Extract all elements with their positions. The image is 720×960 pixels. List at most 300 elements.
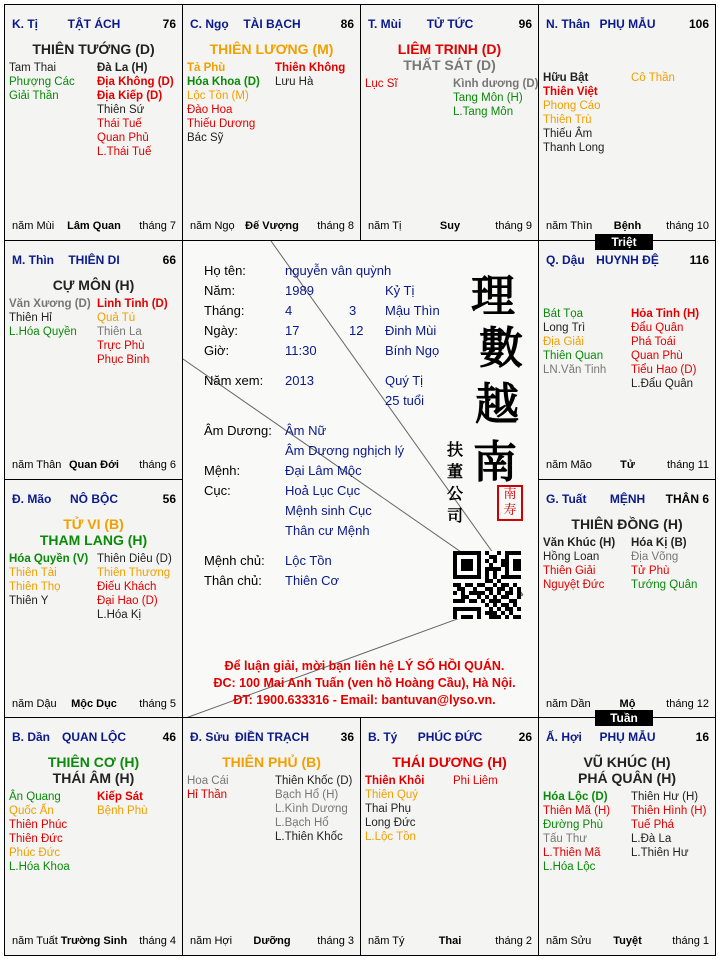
right-stars [631, 790, 706, 860]
cuc-note-1: Mệnh sinh Cục [285, 503, 372, 518]
star: L.Hóa Kị [97, 609, 142, 621]
qr-module [493, 615, 497, 619]
qr-module [465, 607, 469, 611]
palace-footer [546, 459, 709, 473]
tieu-han-year: năm Tý [368, 935, 405, 947]
main-star: THIÊN TƯỚNG (D) [32, 41, 155, 57]
star: Địa Võng [631, 551, 679, 563]
qr-module [505, 591, 509, 595]
star: Thiên Giải [543, 565, 596, 577]
star: Địa Kiếp (D) [97, 90, 163, 102]
qr-module [473, 607, 477, 611]
qr-module [505, 567, 509, 571]
trang-sinh: Dưỡng [253, 935, 291, 947]
right-stars [275, 774, 352, 844]
qr-module [485, 595, 489, 599]
qr-module [469, 599, 473, 603]
star: Thiên Hình (H) [631, 805, 707, 817]
qr-module [513, 567, 517, 571]
tieu-han-year: năm Ngọ [190, 220, 235, 232]
cuc-label: Cục: [204, 483, 231, 498]
star: L.Lộc Tồn [365, 831, 416, 843]
left-stars [187, 61, 260, 145]
qr-module [493, 599, 497, 603]
tieu-han-year: năm Dần [546, 698, 591, 710]
qr-module [465, 563, 469, 567]
star: Phúc Đức [9, 847, 61, 859]
than-chu-label: Thân chủ: [204, 573, 262, 588]
star: Hóa Kị (B) [631, 537, 687, 549]
right-stars [631, 71, 675, 85]
calligraphy-char-4: 南 [473, 437, 517, 488]
qr-module [465, 583, 469, 587]
qr-module [457, 551, 461, 555]
palace-age: 86 [340, 17, 354, 31]
main-star: LIÊM TRINH (D) [397, 41, 502, 57]
qr-module [453, 571, 457, 575]
qr-module [513, 615, 517, 619]
trang-sinh: Mộ [619, 698, 636, 710]
palace-tuat[interactable] [538, 479, 716, 719]
star: Long Đức [365, 817, 416, 829]
palace-mui[interactable] [360, 4, 539, 241]
palace-name: ĐIỀN TRẠCH [235, 730, 309, 744]
star: Tang Môn (H) [453, 92, 523, 104]
main-star: TỬ VI (B) [63, 516, 124, 532]
palace-position: K. Tị [12, 17, 38, 31]
qr-module [489, 599, 493, 603]
star: L.Hóa Lộc [543, 861, 596, 873]
star: Lưu Hà [275, 76, 314, 88]
star: Giải Thần [9, 90, 59, 102]
palace-position: Đ. Sửu [190, 730, 230, 744]
palace-age: 96 [518, 17, 532, 31]
star: Phục Binh [97, 354, 150, 366]
palace-header [190, 730, 354, 746]
gio-can-chi: Bính Ngọ [385, 343, 440, 358]
main-star: THAM LANG (H) [39, 532, 148, 548]
star: Văn Khúc (H) [543, 537, 616, 549]
star: L.Thiên Mã [543, 847, 601, 859]
main-star: THÁI DƯƠNG (H) [392, 754, 507, 770]
qr-module [513, 575, 517, 579]
palace-position: T. Mùi [368, 17, 402, 31]
qr-module [497, 599, 501, 603]
nguyet-han: tháng 10 [666, 220, 709, 232]
palace-header [546, 730, 709, 746]
contact-line-1: Để luận giải, mời bạn liên hệ LÝ SỐ HỒI QUÁN. [224, 659, 505, 673]
right-stars [631, 307, 699, 391]
right-stars [97, 61, 174, 159]
qr-module [493, 603, 497, 607]
qr-module [469, 567, 473, 571]
qr-module [485, 611, 489, 615]
star: Thanh Long [543, 142, 605, 154]
qr-module [517, 615, 521, 619]
palace-position: B. Dần [12, 730, 51, 744]
qr-module [457, 575, 461, 579]
star: Tử Phù [631, 565, 670, 577]
star: Thái Tuế [97, 118, 142, 130]
star: L.Thiên Hư [631, 847, 689, 859]
left-stars [543, 536, 615, 592]
thang-can-chi: Mậu Thìn [385, 303, 440, 318]
star: Phi Liêm [453, 775, 498, 787]
nam-xem-label: Năm xem: [204, 373, 264, 388]
contact-line-2: ĐC: 100 Mai Anh Tuấn (ven hồ Hoàng Cầu), Hà Nội. [213, 676, 516, 690]
thang-am: 3 [349, 303, 357, 318]
qr-module [501, 583, 505, 587]
star: L.Kình Dương [275, 803, 348, 815]
qr-module [469, 607, 473, 611]
star: Thiếu Dương [187, 118, 256, 130]
qr-module [513, 583, 517, 587]
qr-module [513, 599, 517, 603]
tuan-badge: Tuần [595, 710, 653, 726]
qr-module [461, 595, 465, 599]
palace-footer [190, 935, 354, 949]
palace-age: 106 [688, 17, 709, 31]
nam-xem-value: 2013 [285, 373, 314, 388]
palace-name: TỬ TỨC [426, 17, 474, 31]
qr-module [493, 571, 497, 575]
star: Đà La (H) [97, 62, 148, 74]
qr-module [501, 611, 505, 615]
qr-module [477, 583, 481, 587]
star: Kình dương (D) [453, 78, 539, 90]
main-star: THIÊN LƯƠNG (M) [209, 41, 334, 57]
qr-module [489, 615, 493, 619]
palace-header [190, 17, 354, 33]
qr-module [461, 551, 465, 555]
star: LN.Văn Tinh [543, 364, 607, 376]
trang-sinh: Bệnh [613, 220, 642, 232]
star: Thiên Thọ [9, 581, 61, 593]
qr-module [501, 587, 505, 591]
qr-code-icon[interactable] [453, 551, 521, 619]
contact-line-3: ĐT: 1900.633316 - Email: bantuvan@lyso.vn. [233, 693, 496, 707]
left-stars [9, 790, 70, 874]
qr-module [505, 607, 509, 611]
ngay-value: 17 [285, 323, 300, 338]
palace-dau[interactable] [538, 240, 716, 480]
qr-module [517, 567, 521, 571]
palace-age: 66 [162, 253, 176, 267]
thang-value: 4 [285, 303, 293, 318]
star: Quan Phủ [97, 132, 149, 144]
star: L.Hóa Khoa [9, 861, 70, 873]
palace-thin[interactable] [4, 240, 183, 480]
qr-module [461, 591, 465, 595]
qr-module [481, 591, 485, 595]
am-duong-note: Âm Dương nghịch lý [285, 443, 405, 458]
tieu-han-year: năm Tị [368, 220, 402, 232]
palace-footer [190, 220, 354, 234]
nguyet-han: tháng 7 [139, 220, 176, 232]
calligraphy-side-2: 董 [447, 462, 464, 481]
nguyet-han: tháng 4 [139, 935, 176, 947]
qr-module [465, 575, 469, 579]
qr-module [489, 587, 493, 591]
ho-ten-label: Họ tên: [204, 263, 246, 278]
qr-module [517, 591, 521, 595]
qr-module [509, 611, 513, 615]
star: Thiên Diêu (D) [97, 553, 172, 565]
tuoi-value: 25 tuổi [385, 393, 425, 408]
qr-module [497, 579, 501, 583]
main-star: VŨ KHÚC (H) [583, 754, 671, 770]
qr-module [509, 575, 513, 579]
star: Hỏa Tinh (H) [631, 308, 700, 320]
am-duong-value: Âm Nữ [285, 423, 327, 438]
star: L.Hóa Quyền [9, 326, 77, 338]
nguyet-han: tháng 8 [317, 220, 354, 232]
menh-value: Đại Lâm Mộc [285, 463, 362, 478]
qr-module [477, 591, 481, 595]
palace-header [12, 17, 176, 33]
palace-name: PHỤ MẪU [599, 730, 656, 744]
palace-hoi[interactable] [538, 717, 716, 956]
trang-sinh: Trường Sinh [60, 935, 128, 947]
qr-module [461, 587, 465, 591]
palace-age: 56 [162, 492, 176, 506]
palace-header [546, 17, 709, 33]
palace-footer [12, 459, 176, 473]
qr-module [489, 611, 493, 615]
star: Tướng Quân [631, 579, 698, 591]
ho-ten-value: nguyễn vân quỳnh [285, 263, 392, 278]
main-star: CỰ MÔN (H) [52, 277, 135, 293]
tieu-han-year: năm Hợi [190, 935, 233, 947]
right-stars [631, 536, 697, 592]
star: Hóa Khoa (D) [187, 76, 260, 88]
qr-module [465, 551, 469, 555]
qr-module [457, 607, 461, 611]
qr-module [517, 551, 521, 555]
star: Quả Tú [97, 312, 136, 324]
palace-name: TÀI BẠCH [243, 17, 301, 31]
star: Đào Hoa [187, 104, 233, 116]
palace-header [368, 730, 532, 746]
main-star: THÁI ÂM (H) [52, 770, 135, 786]
right-stars [453, 77, 538, 119]
trang-sinh: Mộc Dục [71, 698, 117, 710]
star: Điếu Khách [97, 581, 157, 593]
left-stars [9, 61, 75, 103]
qr-module [465, 559, 469, 563]
left-stars [187, 774, 229, 802]
nguyet-han: tháng 11 [666, 459, 709, 471]
trang-sinh: Tử [620, 459, 635, 471]
star: Tấu Thư [543, 833, 587, 845]
palace-age: THÂN 6 [665, 492, 709, 506]
palace-ngo[interactable] [182, 4, 361, 241]
gio-value: 11:30 [285, 343, 317, 358]
qr-module [473, 599, 477, 603]
cuc-value: Hoả Lục Cục [285, 483, 361, 498]
star: Thiên Hỉ [9, 312, 52, 324]
qr-module [453, 583, 457, 587]
palace-suu[interactable] [182, 717, 361, 956]
menh-chu-value: Lộc Tồn [285, 553, 332, 568]
palace-age: 26 [518, 730, 532, 744]
main-star: THIÊN CƠ (H) [47, 754, 140, 770]
nguyet-han: tháng 6 [139, 459, 176, 471]
qr-module [493, 595, 497, 599]
palace-header [12, 253, 176, 269]
cuc-note-2: Thân cư Mệnh [285, 523, 370, 538]
qr-module [485, 559, 489, 563]
main-star: THIÊN ĐỒNG (H) [571, 516, 683, 532]
qr-module [469, 591, 473, 595]
star: Địa Không (D) [97, 76, 174, 88]
qr-module [493, 559, 497, 563]
qr-module [453, 599, 457, 603]
star: Bạch Hổ (H) [275, 789, 339, 801]
tieu-han-year: năm Thân [12, 459, 62, 471]
qr-module [489, 563, 493, 567]
star: Thiên Thương [97, 567, 171, 579]
qr-module [497, 567, 501, 571]
star: Thiên Khốc (D) [275, 775, 353, 787]
than-chu-value: Thiên Cơ [285, 573, 340, 588]
qr-module [513, 563, 517, 567]
right-stars [97, 297, 168, 367]
palace-ti[interactable] [360, 717, 539, 956]
calligraphy-side-3: 公 [447, 484, 464, 503]
nam-xem-can-chi: Quý Tị [385, 373, 424, 388]
star: Cô Thần [631, 72, 675, 84]
palace-position: M. Thìn [12, 253, 54, 267]
qr-module [517, 563, 521, 567]
palace-footer [12, 220, 176, 234]
qr-module [453, 559, 457, 563]
left-stars [365, 77, 398, 91]
qr-module [497, 591, 501, 595]
left-stars [543, 71, 604, 155]
thang-label: Tháng: [204, 303, 245, 318]
qr-module [453, 591, 457, 595]
star: Phong Cáo [543, 100, 601, 112]
qr-module [477, 559, 481, 563]
qr-module [489, 555, 493, 559]
qr-module [517, 559, 521, 563]
palace-dan[interactable] [4, 717, 183, 956]
qr-module [461, 567, 465, 571]
star: Tuế Phá [631, 819, 675, 831]
left-stars [9, 552, 88, 608]
ngay-am: 12 [349, 323, 364, 338]
palace-name: QUAN LỘC [62, 730, 126, 744]
star: Đường Phù [543, 819, 603, 831]
qr-module [457, 583, 461, 587]
palace-header [12, 492, 176, 508]
ngay-label: Ngày: [204, 323, 238, 338]
qr-module [473, 591, 477, 595]
qr-module [453, 607, 457, 611]
star: Thiên Y [9, 595, 49, 607]
star: Trực Phù [97, 340, 145, 352]
calligraphy-char-1: 理 [471, 271, 515, 322]
main-star: THIÊN PHỦ (B) [222, 754, 321, 770]
tieu-han-year: năm Dậu [12, 698, 57, 710]
qr-module [477, 567, 481, 571]
star: L.Đà La [631, 833, 672, 845]
qr-module [465, 615, 469, 619]
qr-module [477, 607, 481, 611]
palace-footer [368, 935, 532, 949]
qr-module [505, 615, 509, 619]
star: Hồng Loan [543, 551, 600, 563]
star: Quốc Ấn [9, 805, 54, 817]
qr-module [481, 583, 485, 587]
qr-module [517, 607, 521, 611]
qr-module [509, 607, 513, 611]
qr-module [477, 575, 481, 579]
palace-name: TẬT ÁCH [67, 17, 121, 31]
qr-module [501, 559, 505, 563]
palace-mao[interactable] [4, 479, 183, 719]
palace-header [368, 17, 532, 33]
star: L.Thái Tuế [97, 146, 152, 158]
qr-module [461, 607, 465, 611]
star: Đẩu Quân [631, 322, 684, 334]
star: Thiên Việt [543, 86, 598, 98]
qr-module [517, 575, 521, 579]
palace-ty[interactable] [4, 4, 183, 241]
star: Ân Quang [9, 791, 61, 803]
star: Lục Sĩ [365, 78, 398, 90]
main-star: THẤT SÁT (D) [403, 57, 496, 73]
right-stars [275, 61, 345, 89]
menh-label: Mệnh: [204, 463, 241, 478]
star: Thiên Khôi [365, 775, 425, 787]
palace-age: 46 [162, 730, 176, 744]
palace-age: 116 [689, 253, 709, 267]
qr-module [477, 563, 481, 567]
palace-position: C. Ngọ [190, 17, 229, 31]
calligraphy-char-3: 越 [475, 379, 519, 430]
star: Tam Thai [9, 62, 57, 74]
palace-name: THIÊN DI [68, 253, 120, 267]
nam-can-chi: Kỷ Tị [385, 283, 415, 298]
star: Hữu Bật [543, 72, 589, 84]
qr-module [461, 599, 465, 603]
star: Lộc Tồn (M) [187, 90, 249, 102]
star: Kiếp Sát [97, 791, 144, 803]
left-stars [543, 790, 610, 874]
qr-module [485, 579, 489, 583]
palace-than[interactable] [538, 4, 716, 241]
star: Địa Giải [543, 336, 584, 348]
qr-module [453, 567, 457, 571]
palace-name: NÔ BỘC [70, 492, 118, 506]
palace-footer [12, 935, 176, 949]
calligraphy-side-4: 司 [447, 506, 464, 525]
qr-module [489, 567, 493, 571]
qr-module [469, 615, 473, 619]
palace-age: 16 [695, 730, 709, 744]
qr-module [517, 587, 521, 591]
qr-module [469, 583, 473, 587]
palace-position: B. Tý [368, 730, 398, 744]
qr-module [501, 603, 505, 607]
star: Thiên Mã (H) [543, 805, 611, 817]
star: Thiên La [97, 326, 142, 338]
menh-chu-label: Mệnh chủ: [204, 553, 265, 568]
star: L.Tang Môn [453, 106, 514, 118]
qr-module [493, 611, 497, 615]
